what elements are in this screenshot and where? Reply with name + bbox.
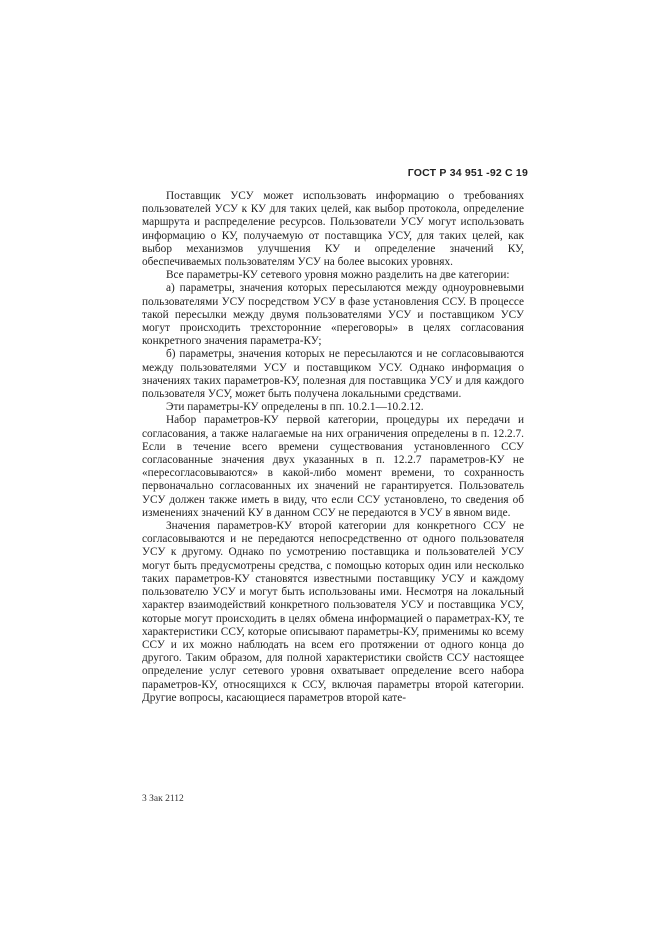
paragraph-3: а) параметры, значения которых пересылаются между одноуровневыми пользователями УСУ посредством УСУ в фазе установления ССУ. В процессе такой пересылки между двумя пользователями УСУ и поставщиком УСУ могут происходить трехсторонние «переговоры» в целях согласования конкретного значения параметра-КУ;	[142, 282, 524, 348]
paragraph-5: Эти параметры-КУ определены в пп. 10.2.1—10.2.12.	[166, 401, 424, 414]
paragraph-1: Поставщик УСУ может использовать информацию о требованиях пользователей УСУ к КУ для таких целей, как выбор протокола, определение маршрута и распределение ресурсов. Пользователи УСУ могут использовать информацию о КУ, получаемую от поставщика УСУ, для таких целей, как выбор механизмов улучшения КУ и определение значений КУ, обеспечиваемых пользователям УСУ на более высоких уровнях.	[142, 190, 524, 269]
printer-mark: 3 Зак 2112	[142, 794, 184, 804]
paragraph-6: Набор параметров-КУ первой категории, процедуры их передачи и согласования, а также налагаемые на них ограничения определены в п. 12.2.7. Если в течение всего времени существования установленного ССУ согласованные значения двух указанных в п. 12.2.7 параметров-КУ не «пересогласовываются» в какой-либо момент времени, то сохранность первоначально согласованных их значений не гарантируется. Пользователь УСУ должен также иметь в виду, что если ССУ установлено, то сведения об изменениях значений КУ в данном ССУ не передаются в УСУ в явном виде.	[142, 414, 524, 519]
running-header: ГОСТ Р 34 951 -92 С 19	[407, 167, 528, 179]
paragraph-4: б) параметры, значения которых не пересылаются и не согласовываются между пользователями УСУ и поставщиком УСУ. Однако информация о значениях таких параметров-КУ, полезная для поставщика УСУ и для каждого пользователя УСУ, может быть получена локальными средствами.	[142, 348, 524, 401]
body-text	[142, 190, 524, 705]
paragraph-7: Значения параметров-КУ второй категории для конкретного ССУ не согласовываются и не передаются непосредственно от одного пользователя УСУ к другому. Однако по усмотрению поставщика и пользователей УСУ могут быть предусмотрены средства, с помощью которых один или несколько таких параметров-КУ становятся известными поставщику УСУ и каждому пользователю УСУ и могут быть использованы ими. Несмотря на локальный характер взаимодействий конкретного пользователя УСУ и поставщика УСУ, которые могут происходить в целях обмена информацией о параметрах-КУ, те характеристики ССУ, которые описывают параметры-КУ, применимы ко всему ССУ и их можно наблюдать на всем его протяжении от одного конца до другого. Таким образом, для полной характеристики свойств ССУ настоящее определение услуг сетевого уровня охватывает определение всего набора параметров-КУ, относящихся к ССУ, включая параметры второй категории. Другие вопросы, касающиеся параметров второй кате-	[142, 520, 524, 704]
paragraph-2: Все параметры-КУ сетевого уровня можно разделить на две категории:	[166, 269, 510, 282]
